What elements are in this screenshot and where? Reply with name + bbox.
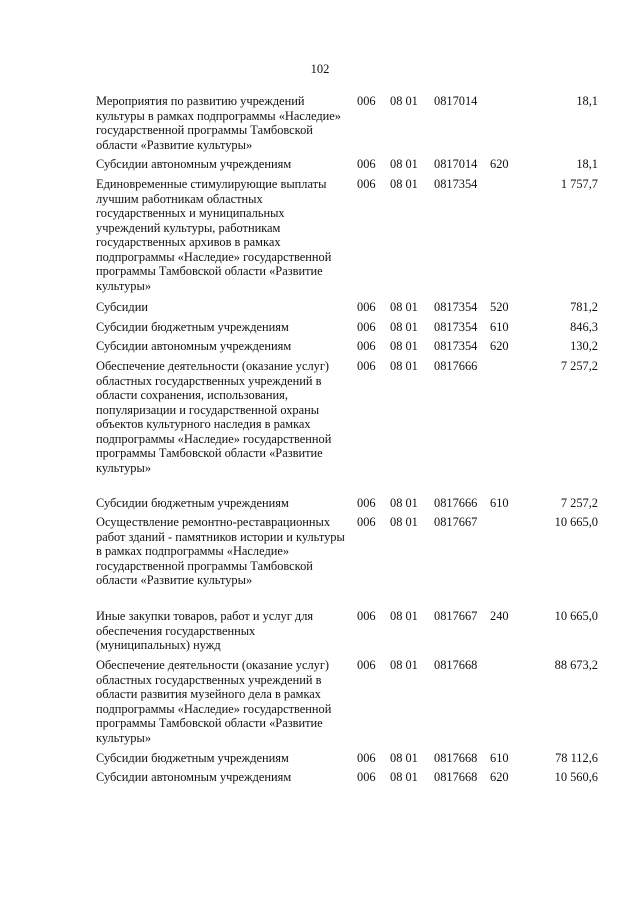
row-description: Обеспечение деятельности (оказание услуг) областных государственных учреждений в области сохранения, использования, популяризации и государственной охраны объектов культурного наследия в рамках подпрограммы «Наследие» государственной программы Тамбовской области «Развитие культуры» xyxy=(96,359,332,475)
code-ved: 006 xyxy=(357,339,376,353)
code-rzpr: 08 01 xyxy=(390,300,418,314)
amount: 10 560,6 xyxy=(554,770,598,784)
code-vr: 620 xyxy=(490,339,509,353)
amount: 846,3 xyxy=(570,320,598,334)
code-ved: 006 xyxy=(357,609,376,623)
code-ved: 006 xyxy=(357,496,376,510)
code-ved: 006 xyxy=(357,359,376,373)
code-ved: 006 xyxy=(357,515,376,529)
code-rzpr: 08 01 xyxy=(390,770,418,784)
code-ved: 006 xyxy=(357,658,376,672)
code-vr: 240 xyxy=(490,609,509,623)
code-ved: 006 xyxy=(357,177,376,191)
code-rzpr: 08 01 xyxy=(390,515,418,529)
code-csr: 0817014 xyxy=(434,94,478,108)
code-vr: 620 xyxy=(490,157,509,171)
row-description: Субсидии бюджетным учреждениям xyxy=(96,496,289,510)
code-csr: 0817354 xyxy=(434,300,478,314)
amount: 1 757,7 xyxy=(560,177,598,191)
code-ved: 006 xyxy=(357,751,376,765)
code-csr: 0817354 xyxy=(434,339,478,353)
amount: 18,1 xyxy=(576,157,598,171)
code-ved: 006 xyxy=(357,157,376,171)
code-csr: 0817666 xyxy=(434,359,478,373)
code-rzpr: 08 01 xyxy=(390,320,418,334)
code-csr: 0817668 xyxy=(434,751,478,765)
amount: 10 665,0 xyxy=(554,609,598,623)
code-vr: 620 xyxy=(490,770,509,784)
code-ved: 006 xyxy=(357,320,376,334)
amount: 130,2 xyxy=(570,339,598,353)
row-description: Обеспечение деятельности (оказание услуг) областных государственных учреждений в области развития музейного дела в рамках подпрограммы «Наследие» государственной программы Тамбовской области «Развитие культуры» xyxy=(96,658,332,745)
code-rzpr: 08 01 xyxy=(390,339,418,353)
code-vr: 610 xyxy=(490,320,509,334)
row-description: Мероприятия по развитию учреждений культуры в рамках подпрограммы «Наследие» государственной программы Тамбовской области «Развитие культуры» xyxy=(96,94,341,152)
row-description: Субсидии автономным учреждениям xyxy=(96,157,292,171)
code-rzpr: 08 01 xyxy=(390,359,418,373)
code-csr: 0817666 xyxy=(434,496,478,510)
amount: 10 665,0 xyxy=(554,515,598,529)
code-ved: 006 xyxy=(357,770,376,784)
row-description: Иные закупки товаров, работ и услуг для обеспечения государственных (муниципальных) нужд xyxy=(96,609,314,652)
row-description: Осуществление ремонтно-реставрационных работ зданий - памятников истории и культуры в рамках подпрограммы «Наследие» государственной программы Тамбовской области «Развитие культуры» xyxy=(96,515,345,587)
code-csr: 0817354 xyxy=(434,320,478,334)
code-rzpr: 08 01 xyxy=(390,177,418,191)
code-rzpr: 08 01 xyxy=(390,94,418,108)
row-description: Субсидии автономным учреждениям xyxy=(96,339,292,353)
code-csr: 0817354 xyxy=(434,177,478,191)
amount: 781,2 xyxy=(570,300,598,314)
code-rzpr: 08 01 xyxy=(390,751,418,765)
page-number: 102 xyxy=(310,62,330,76)
code-vr: 520 xyxy=(490,300,509,314)
amount: 18,1 xyxy=(576,94,598,108)
code-ved: 006 xyxy=(357,94,376,108)
row-description: Субсидии автономным учреждениям xyxy=(96,770,292,784)
amount: 78 112,6 xyxy=(555,751,598,765)
code-rzpr: 08 01 xyxy=(390,609,418,623)
code-csr: 0817668 xyxy=(434,658,478,672)
code-vr: 610 xyxy=(490,751,509,765)
code-csr: 0817014 xyxy=(434,157,478,171)
amount: 7 257,2 xyxy=(560,496,598,510)
code-rzpr: 08 01 xyxy=(390,496,418,510)
code-csr: 0817667 xyxy=(434,515,478,529)
amount: 7 257,2 xyxy=(560,359,598,373)
row-description: Субсидии xyxy=(96,300,148,314)
code-vr: 610 xyxy=(490,496,509,510)
amount: 88 673,2 xyxy=(554,658,598,672)
row-description: Субсидии бюджетным учреждениям xyxy=(96,751,289,765)
code-rzpr: 08 01 xyxy=(390,658,418,672)
row-description: Единовременные стимулирующие выплаты лучшим работникам областных государственных и муниципальных учреждений культуры, работникам государственных архивов в рамках подпрограммы «Наследие» государственной программы Тамбовской области «Развитие культуры» xyxy=(96,177,332,293)
code-csr: 0817667 xyxy=(434,609,478,623)
code-ved: 006 xyxy=(357,300,376,314)
code-csr: 0817668 xyxy=(434,770,478,784)
code-rzpr: 08 01 xyxy=(390,157,418,171)
row-description: Субсидии бюджетным учреждениям xyxy=(96,320,289,334)
